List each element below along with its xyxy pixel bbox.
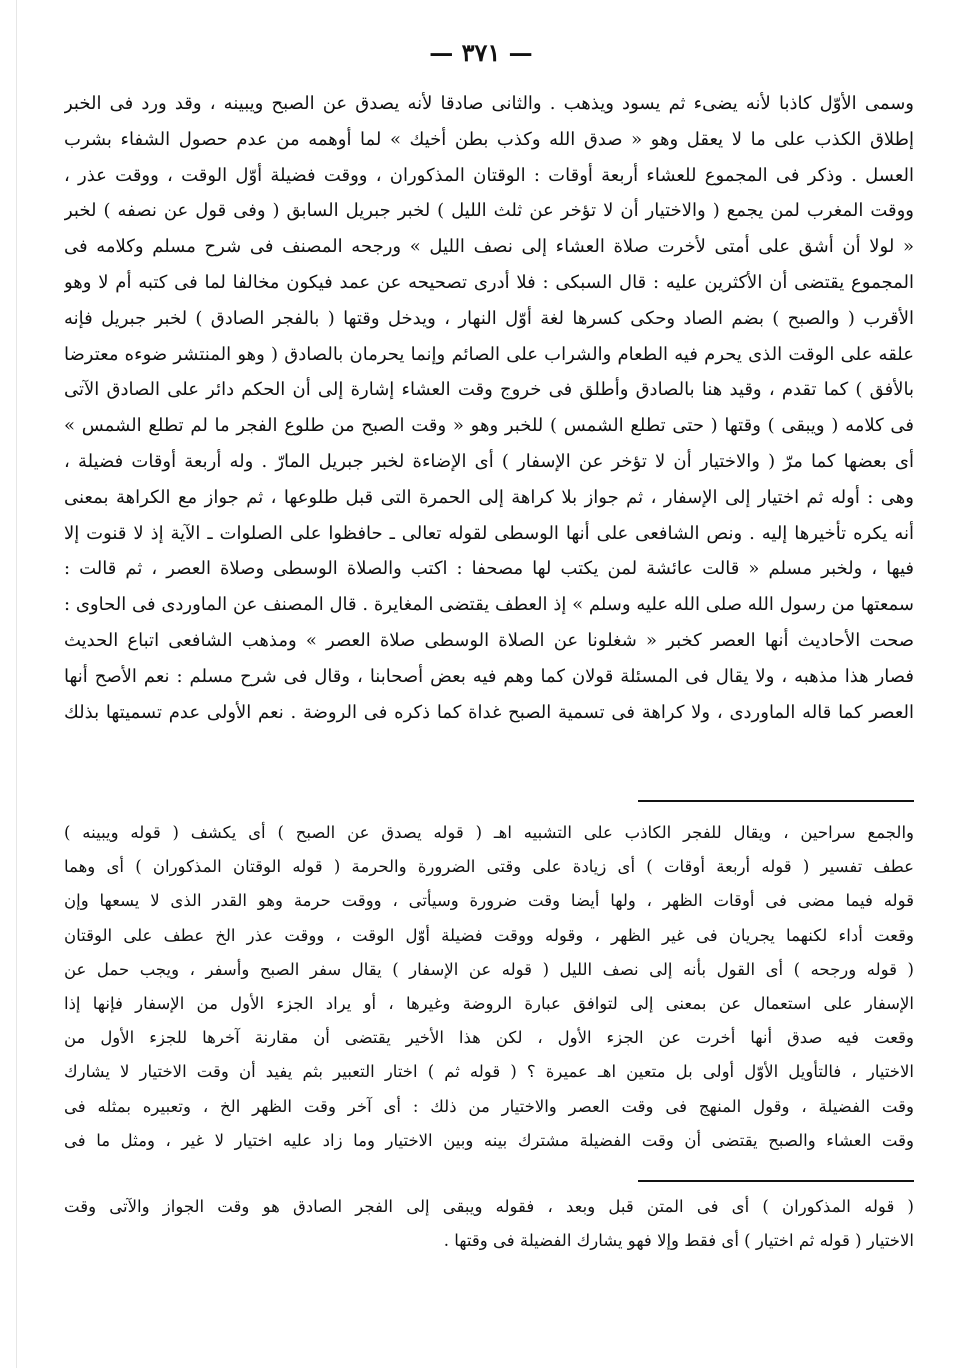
main-text-line: إطلاق الكذب على ما لا يعقل وهو « صدق الله وكذب بطن أخيك » لما أوهمه من عدم حصول الشفاء بشرب — [64, 128, 914, 150]
commentary-line: قوله فيما مضى فى أوقات الظهر ، ولها أيضا وقت ضرورة وسيأتى ، ووقت حرمة وهو القدر الذى لا يسعها وإن — [64, 891, 914, 911]
commentary-line: الإسفار على استعمال عن بمعنى إلى لتوافق عبارة الروضة وغيرها ، أو يراد الجزء الأول من الإسفار فإنها إذا — [64, 993, 914, 1013]
commentary-line: وقعت فيه صدق أنها أخرت عن الجزء الأول ، لكن هذا الأخير يقتضى أن مقارنة آخرها للجزء الأول من — [64, 1028, 914, 1048]
commentary-divider — [638, 800, 914, 802]
main-text-line: العصر كما قاله الماوردى ، ولا كراهة فى تسمية الصبح غداة كما ذكره فى الروضة . نعم الأولى عدم تسميتها بذلك — [64, 701, 914, 723]
commentary-line: ( قوله ورجحه ) أى القول بأنه إلى نصف الليل ( قوله عن الإسفار ) يقال سفر الصبح وأسفر ، ويجب حمل عن — [64, 959, 914, 979]
main-text-line: فيها ، ولخبر مسلم « قالت عائشة لمن يكتب لها مصحفا : اكتب والصلاة الوسطى وصلاة العصر ، ثم قالت : — [64, 558, 914, 580]
main-text-line: وسمى الأوّل كاذبا لأنه يضىء ثم يسود ويذهب . والثانى صادقا لأنه يصدق عن الصبح ويبينه ، وقد ورد فى الخبر — [64, 93, 914, 114]
main-text-line: علقه على الوقت الذى يحرم فيه الطعام والشراب على الصائم وإنما يحرمان بالصادق ( وهو المنتشر ضوءه معترضا — [64, 343, 914, 365]
main-text-line: فصار هذا مذهبه ، ولا يقال فى المسئلة قولان كما وهم فيه بعض أصحابنا ، وقال فى شرح مسلم : نعم الأصح أنها — [64, 665, 914, 687]
commentary-line: الاختيار ، فالتأويل الأوّل أولى بل متعين اهـ عميرة ؟ ( قوله ثم ) اختار التعبير بثم يفيد أن وقت الاختيار لا يشارك — [64, 1062, 914, 1082]
commentary-line: عطف تفسير ( قوله أربعة أوقات ) أى زيادة على وقتى الضرورة والحرمة ( قوله الوقتان المذكوران ) أى وهما — [64, 857, 914, 877]
commentary-line: وقت العشاء والصبح يقتضى أن وقت الفضيلة مشترك بينه وبين الاختيار وما زاد عليه اختيار لا غير ، ومثل ما فى — [64, 1130, 914, 1150]
footnote-line: ( قوله المذكوران ) أى فى المتن قبل وبعد ، فقوله ويبقى إلى الفجر الصادق هو وقت الجواز والآتى وقت — [64, 1197, 914, 1216]
main-text-line: وهى : أوله ثم اختيار إلى الإسفار ، ثم جواز بلا كراهة إلى الحمرة التى قبل طلوعها ، ثم جواز مع الكراهة بمعنى — [64, 486, 914, 508]
footnote-line: الاختيار ( قوله ثم اختيار ) أى فقط وإلا فهو يشارك الفضيلة فى وقتها . — [443, 1231, 914, 1250]
footnote-block — [64, 1190, 914, 1258]
main-text-line: الأقرب ( والصبح ) بضم الصاد وحكى كسرها لغة أوّل النهار ، ويدخل وقتها ( بالفجر الصادق ) لخبر جبريل فإنه — [64, 307, 914, 329]
commentary-line: والجمع سراحين ، ويقال للفجر الكاذب على التشبيه اهـ ( قوله يصدق عن الصبح ) أى يكشف ( قوله ويبينه ) — [64, 823, 914, 842]
binding-edge — [16, 0, 17, 1368]
main-text-line: فى كلامه ( ويبقى ) وقتها ( حتى تطلع الشمس ) للخبر وهو « وقت الصبح من طلوع الفجر ما لم تطلع الشمس » — [64, 415, 914, 437]
commentary-line: وقت الفضيلة ، وقول المنهج فى وقت العصر والاختيار من ذلك : أى آخر وقت الظهر الخ ، وتعبيره بمثله فى — [64, 1096, 914, 1116]
footnote-divider — [638, 1180, 914, 1182]
main-text-line: ووقت المغرب لمن يجمع ( والاختيار أن لا تؤخر عن ثلث الليل ) لخبر جبريل السابق ( وفى قول عن نصفه ) لخبر — [64, 200, 914, 222]
main-text-block — [64, 86, 914, 730]
main-text-line: أى بعضها كما مرّ ( والاختيار أن لا تؤخر عن الإسفار ) أى الإضاءة لخبر جبريل المارّ . وله أربعة أوقات فضيلة ، — [64, 450, 914, 472]
main-text-line: سمعتها من رسول الله صلى الله عليه وسلم » إذ العطف يقتضى المغايرة . قال المصنف عن الماوردى فى الحاوى : — [64, 594, 914, 616]
main-text-line: بالأفق ) كما تقدم ، وقيد هنا بالصادق وأطلق فى خروج وقت العشاء إشارة إلى أن الحكم دائر على الصادق الآتى — [64, 379, 914, 401]
main-text-line: أنه يكره تأخيرها إليه . ونص الشافعى على أنها الوسطى لقوله تعالى ـ حافظوا على الصلوات ـ الآية إذ لا قنوت إلا — [64, 522, 914, 544]
main-text-line: المجموع يقتضى أن الأكثرين عليه : قال السبكى : فلا أدرى تصحيحه عن عمد فيكون مخالفا لما فى كتبه أم لا وهو — [64, 271, 914, 293]
commentary-line: وقعت أداء لكنهما يجريان فى غير الظهر ، وقوله ووقت فضيلة أوّل الوقت ، ووقت عذر الخ عطف على الوقتان — [64, 925, 914, 945]
main-text-line: صحت الأحاديث أنها العصر كخبر « شغلونا عن الصلاة الوسطى صلاة العصر » ومذهب الشافعى اتباع الحديث — [64, 629, 914, 651]
commentary-block — [64, 816, 914, 1158]
page-number: — ٣٧١ — — [429, 38, 533, 67]
main-text-line: « لولا أن أشق على أمتى لأخرت صلاة العشاء إلى نصف الليل » ورجحه المصنف فى شرح مسلم وكلامه فى — [64, 236, 914, 258]
main-text-line: العسل . وذكر فى المجموع للعشاء أربعة أوقات : الوقتان المذكوران ، ووقت فضيلة أوّل الوقت ، ووقت عذر ، — [64, 164, 914, 186]
